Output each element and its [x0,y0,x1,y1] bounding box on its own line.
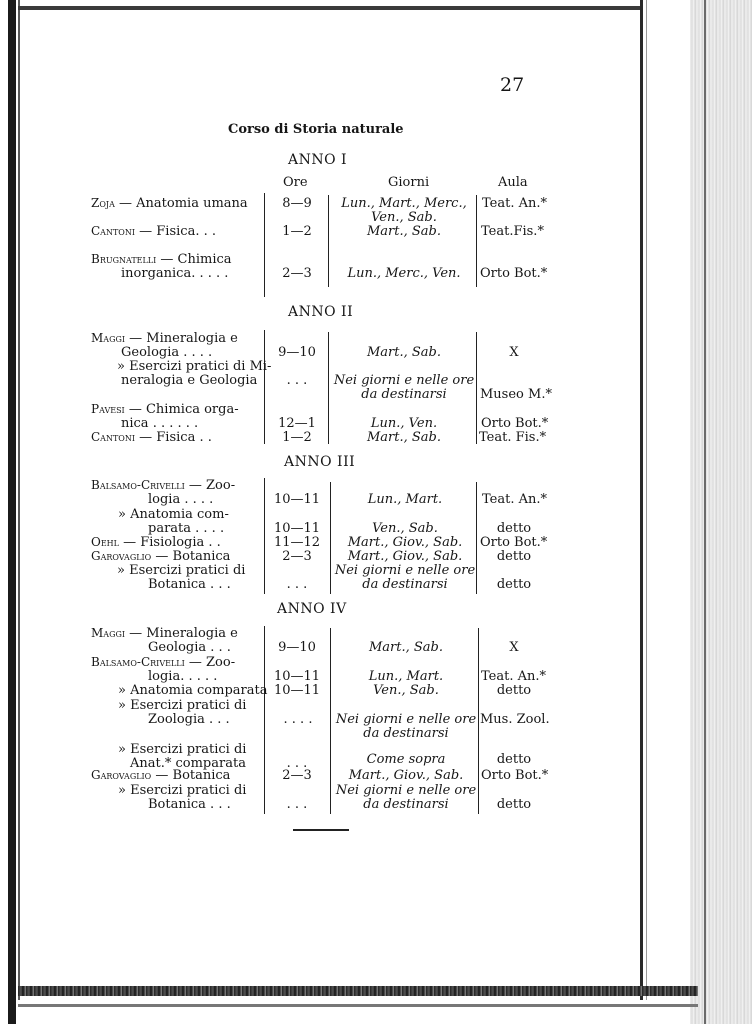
column-rule [264,478,265,594]
course-hours: 9—10 [278,640,316,655]
column-rule [476,482,477,594]
year-heading-3: ANNO III [284,454,356,470]
course-days: Mart., Sab. [368,640,443,655]
year-heading-2: ANNO II [288,304,354,320]
course-heading: Corso di Storia naturale [228,122,404,137]
course-room: Teat.Fis.* [481,224,544,239]
book-page-stack-line [704,0,706,1024]
course-days: Mart., Sab. [366,345,441,360]
book-page-stack [690,0,752,1024]
course-name-cont: parata . . . . [148,521,225,536]
course-days: Nei giorni e nelle ore [333,373,475,388]
course-days: Nei giorni e nelle ore [335,712,477,727]
course-hours: . . . [286,577,308,592]
course-days: Lun., Mart. [367,492,443,507]
course-hours: 1—2 [282,430,312,445]
course-room: Orto Bot.* [481,416,549,431]
course-room: detto [496,752,532,767]
course-days: Lun., Ven. [370,416,438,431]
course-name-cont: » Anatomia comparata [118,683,268,698]
course-name-cont: Botanica . . . [148,577,231,592]
page-edge-bottom-inner [18,1004,698,1007]
course-name-cont: » Esercizi pratici di [118,698,247,713]
column-header-aula: Aula [498,175,528,190]
course-name: Balsamo-Crivelli — Zoo- [91,655,236,670]
course-room: detto [496,577,532,592]
course-name-cont: Anat.* comparata [130,756,246,771]
course-hours: 10—11 [273,683,321,698]
page-edge-left-inner [18,0,20,1000]
page-edge-right [640,0,643,1000]
course-days: Nei giorni e nelle ore [335,783,477,798]
course-name: Oehl — Fisiologia . . [91,535,221,550]
course-room: detto [496,549,532,564]
course-days: Mart., Sab. [366,224,441,239]
course-hours: 10—11 [273,492,321,507]
course-hours: . . . [286,797,308,812]
course-room: detto [496,683,532,698]
course-room: Teat. An.* [482,196,547,211]
course-room: X [509,345,519,360]
course-name: Zoja — Anatomia umana [91,196,248,211]
course-name-cont: Zoologia . . . [148,712,230,727]
year-heading-1: ANNO I [288,152,348,168]
course-days: Mart., Giov., Sab. [348,768,464,783]
course-name: Maggi — Mineralogia e [91,626,238,641]
column-rule [328,332,329,444]
course-hours: 10—11 [273,521,321,536]
course-hours: . . . [286,373,308,388]
course-room: Teat. An.* [481,669,546,684]
course-days: Come sopra [366,752,446,767]
page-edge-top [18,6,643,10]
course-name-cont: nica . . . . . . [121,416,199,431]
course-name: Garovaglio — Botanica [91,549,231,564]
course-days: da destinarsi [363,726,449,741]
course-hours: 1—2 [282,224,312,239]
closing-rule [293,829,349,831]
course-name: Pavesi — Chimica orga- [91,402,239,417]
course-days: Lun., Mart. [368,669,444,684]
course-name-cont: neralogia e Geologia [121,373,258,388]
course-days: Lun., Merc., Ven. [347,266,461,281]
column-rule [476,332,477,444]
course-room: detto [496,797,532,812]
course-name-cont: logia. . . . . [148,669,218,684]
course-room: Teat. An.* [482,492,547,507]
course-hours: . . . . [283,712,313,727]
course-room: Orto Bot.* [481,768,549,783]
course-hours: 11—12 [273,535,321,550]
page-edge-left [8,0,16,1024]
course-name-cont: Geologia . . . . [121,345,213,360]
course-name-cont: » Esercizi pratici di Mi- [117,359,272,374]
course-name-cont: Botanica . . . [148,797,231,812]
course-name-cont: » Esercizi pratici di [118,742,247,757]
course-hours: 12—1 [278,416,316,431]
page-edge-right-inner [646,0,647,1000]
page-number: 27 [500,74,525,96]
course-name-cont: inorganica. . . . . [121,266,229,281]
course-days: da destinarsi [363,797,449,812]
course-hours: 2—3 [282,266,312,281]
course-days: Nei giorni e nelle ore [334,563,476,578]
column-rule [478,628,479,814]
column-rule [330,628,331,814]
course-name-cont: Geologia . . . [148,640,231,655]
column-rule [476,195,477,287]
course-room: Orto Bot.* [480,535,548,550]
course-name: Garovaglio — Botanica [91,768,231,783]
course-days: Mart., Giov., Sab. [347,535,463,550]
column-header-giorni: Giorni [388,175,430,190]
course-name: Balsamo-Crivelli — Zoo- [91,478,236,493]
course-hours: 10—11 [273,669,321,684]
page-edge-bottom [18,986,698,996]
course-name: Cantoni — Fisica . . [91,430,212,445]
course-days: da destinarsi [362,577,448,592]
column-rule [328,195,329,287]
course-days: Mart., Sab. [366,430,441,445]
column-rule [264,193,265,297]
course-name-cont: » Esercizi pratici di [118,783,247,798]
course-room: X [509,640,519,655]
course-room: Mus. Zool. [480,712,550,727]
course-name: Cantoni — Fisica. . . [91,224,216,239]
course-days: Ven., Sab. [373,683,439,698]
course-hours: . . . [286,756,308,771]
course-hours: 9—10 [278,345,316,360]
course-days: Ven., Sab. [372,521,438,536]
course-room: Orto Bot.* [480,266,548,281]
column-header-ore: Ore [283,175,308,190]
course-room: detto [496,521,532,536]
course-days: Ven., Sab. [371,210,437,225]
column-rule [330,482,331,594]
course-name: Brugnatelli — Chimica [91,252,232,267]
course-name-cont: » Anatomia com- [118,507,229,522]
column-rule [264,626,265,814]
course-room: Teat. Fis.* [479,430,547,445]
course-days: Mart., Giov., Sab. [347,549,463,564]
column-rule [264,330,265,444]
course-days: da destinarsi [361,387,447,402]
course-hours: 2—3 [282,549,312,564]
course-name-cont: » Esercizi pratici di [117,563,246,578]
year-heading-4: ANNO IV [277,601,347,617]
course-name: Maggi — Mineralogia e [91,331,238,346]
course-days: Lun., Mart., Merc., [341,196,467,211]
course-room: Museo M.* [480,387,552,402]
course-hours: 2—3 [282,768,312,783]
course-name-cont: logia . . . . [148,492,214,507]
course-hours: 8—9 [282,196,312,211]
